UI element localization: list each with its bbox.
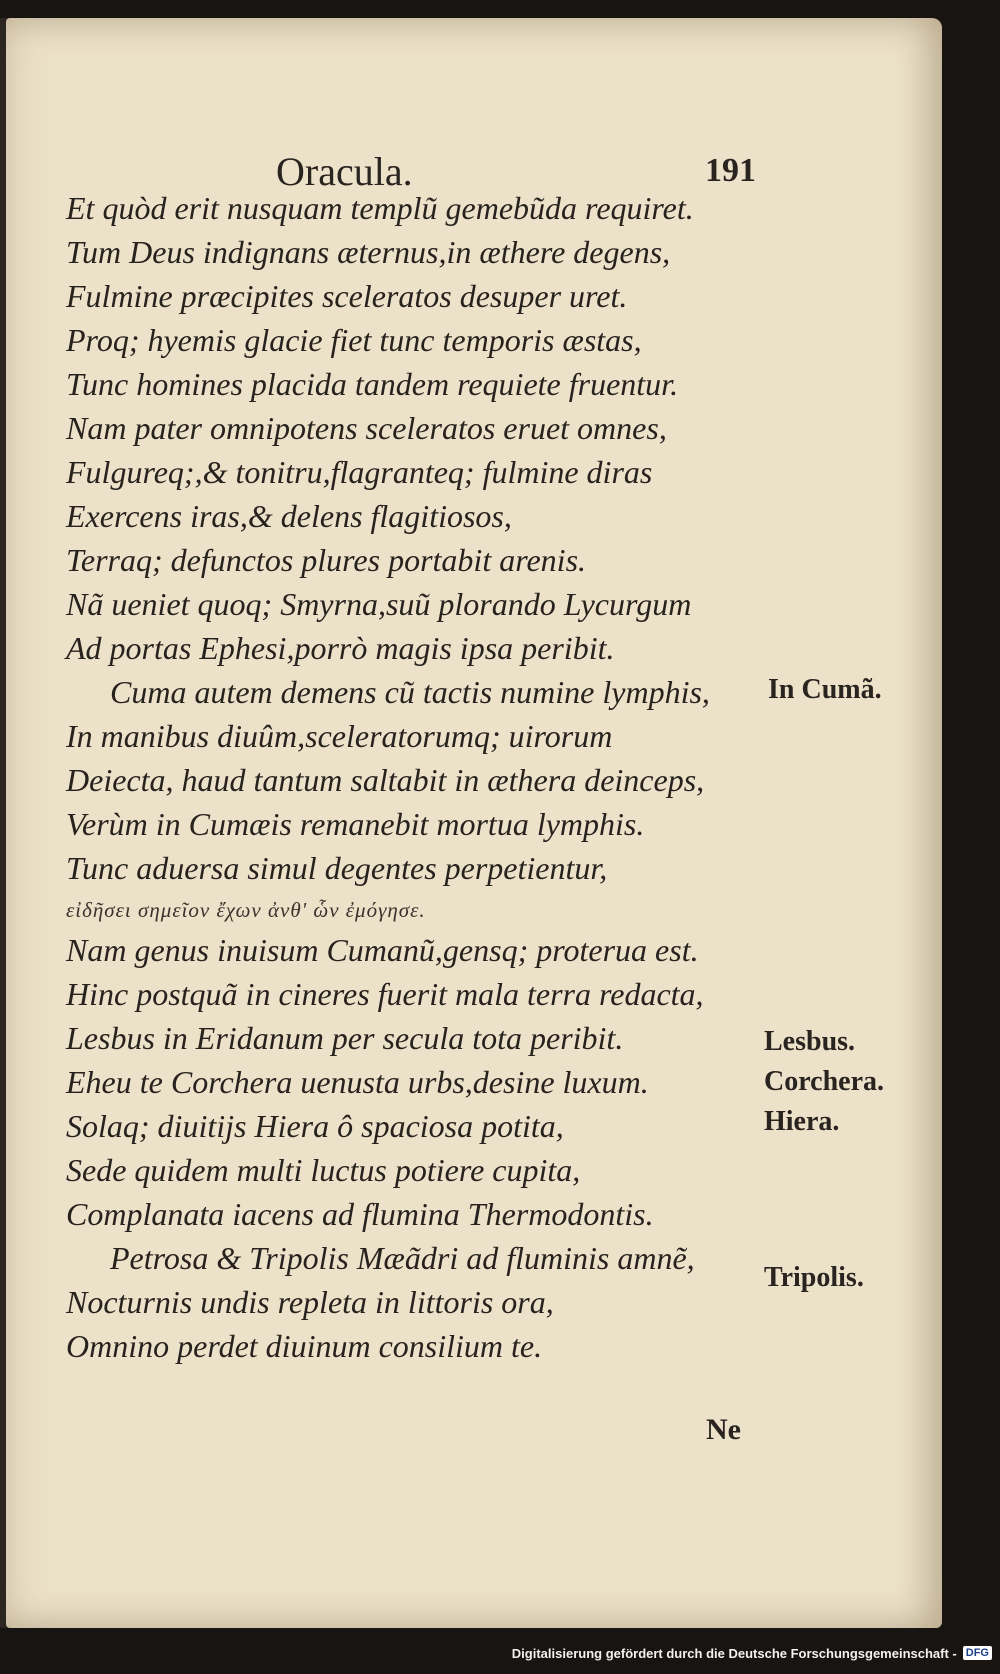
page-number: 191 — [705, 152, 756, 189]
margin-note: Corchera. — [764, 1066, 884, 1097]
verse-line: Tunc homines placida tandem requiete fruentur. — [66, 366, 679, 402]
verse-line: Ad portas Ephesi,porrò magis ipsa peribit. — [66, 630, 615, 666]
verse-line: Eheu te Corchera uenusta urbs,desine luxum. — [66, 1064, 649, 1100]
verse-line: Verùm in Cumæis remanebit mortua lymphis. — [66, 806, 645, 842]
verse-line: Deiecta, haud tantum saltabit in æthera deinceps, — [66, 762, 705, 798]
greek-verse-line: εἰδῆσει σημεῖον ἔχων ἀνθ' ὧν ἐμόγησε. — [66, 898, 426, 922]
running-title: Oracula. — [276, 149, 413, 194]
verse-line: Solaq; diuitijs Hiera ô spaciosa potita, — [66, 1108, 564, 1144]
verse-line: Nam genus inuisum Cumanũ,gensq; proterua est. — [66, 932, 699, 968]
verse-line: Hinc postquã in cineres fuerit mala terra redacta, — [66, 976, 704, 1012]
verse-line: Omnino perdet diuinum consilium te. — [66, 1328, 543, 1364]
verse-line: Petrosa & Tripolis Mæãdri ad fluminis amnẽ, — [110, 1240, 695, 1276]
margin-note: Hiera. — [764, 1106, 840, 1137]
verse-block — [6, 18, 942, 1628]
verse-line: Tum Deus indignans æternus,in æthere degens, — [66, 234, 671, 270]
verse-line: Nã ueniet quoq; Smyrna,suũ plorando Lycurgum — [66, 586, 692, 622]
margin-note: Lesbus. — [764, 1026, 856, 1057]
verse-line: Exercens iras,& delens flagitiosos, — [66, 498, 512, 534]
verse-line: Fulgureq;,& tonitru,flagranteq; fulmine diras — [66, 454, 653, 490]
margin-note: In Cumã. — [768, 674, 882, 705]
verse-line: Lesbus in Eridanum per secula tota peribit. — [66, 1020, 624, 1056]
verse-line: Proq; hyemis glacie fiet tunc temporis æstas, — [66, 322, 642, 358]
verse-line: In manibus diuûm,sceleratorumq; uirorum — [66, 718, 613, 754]
verse-line: Et quòd erit nusquam templũ gemebũda requiret. — [66, 190, 694, 226]
margin-note: Tripolis. — [764, 1262, 864, 1293]
catchword: Ne — [706, 1413, 741, 1446]
verse-line: Nam pater omnipotens sceleratos eruet omnes, — [66, 410, 667, 446]
book-page — [6, 18, 942, 1628]
digitization-footer — [512, 1640, 992, 1666]
footer-credit: Digitalisierung gefördert durch die Deutsche Forschungsgemeinschaft - — [511, 1645, 957, 1661]
verse-line: Tunc aduersa simul degentes perpetientur, — [66, 850, 608, 886]
verse-line: Sede quidem multi luctus potiere cupita, — [66, 1152, 581, 1188]
verse-line: Fulmine præcipites sceleratos desuper uret. — [66, 278, 628, 314]
verse-line: Complanata iacens ad flumina Thermodontis. — [66, 1196, 654, 1232]
dfg-logo-icon: DFG — [963, 1646, 992, 1660]
verse-line: Terraq; defunctos plures portabit arenis. — [66, 542, 587, 578]
verse-line: Cuma autem demens cũ tactis numine lymphis, — [110, 674, 710, 710]
verse-line: Nocturnis undis repleta in littoris ora, — [66, 1284, 554, 1320]
